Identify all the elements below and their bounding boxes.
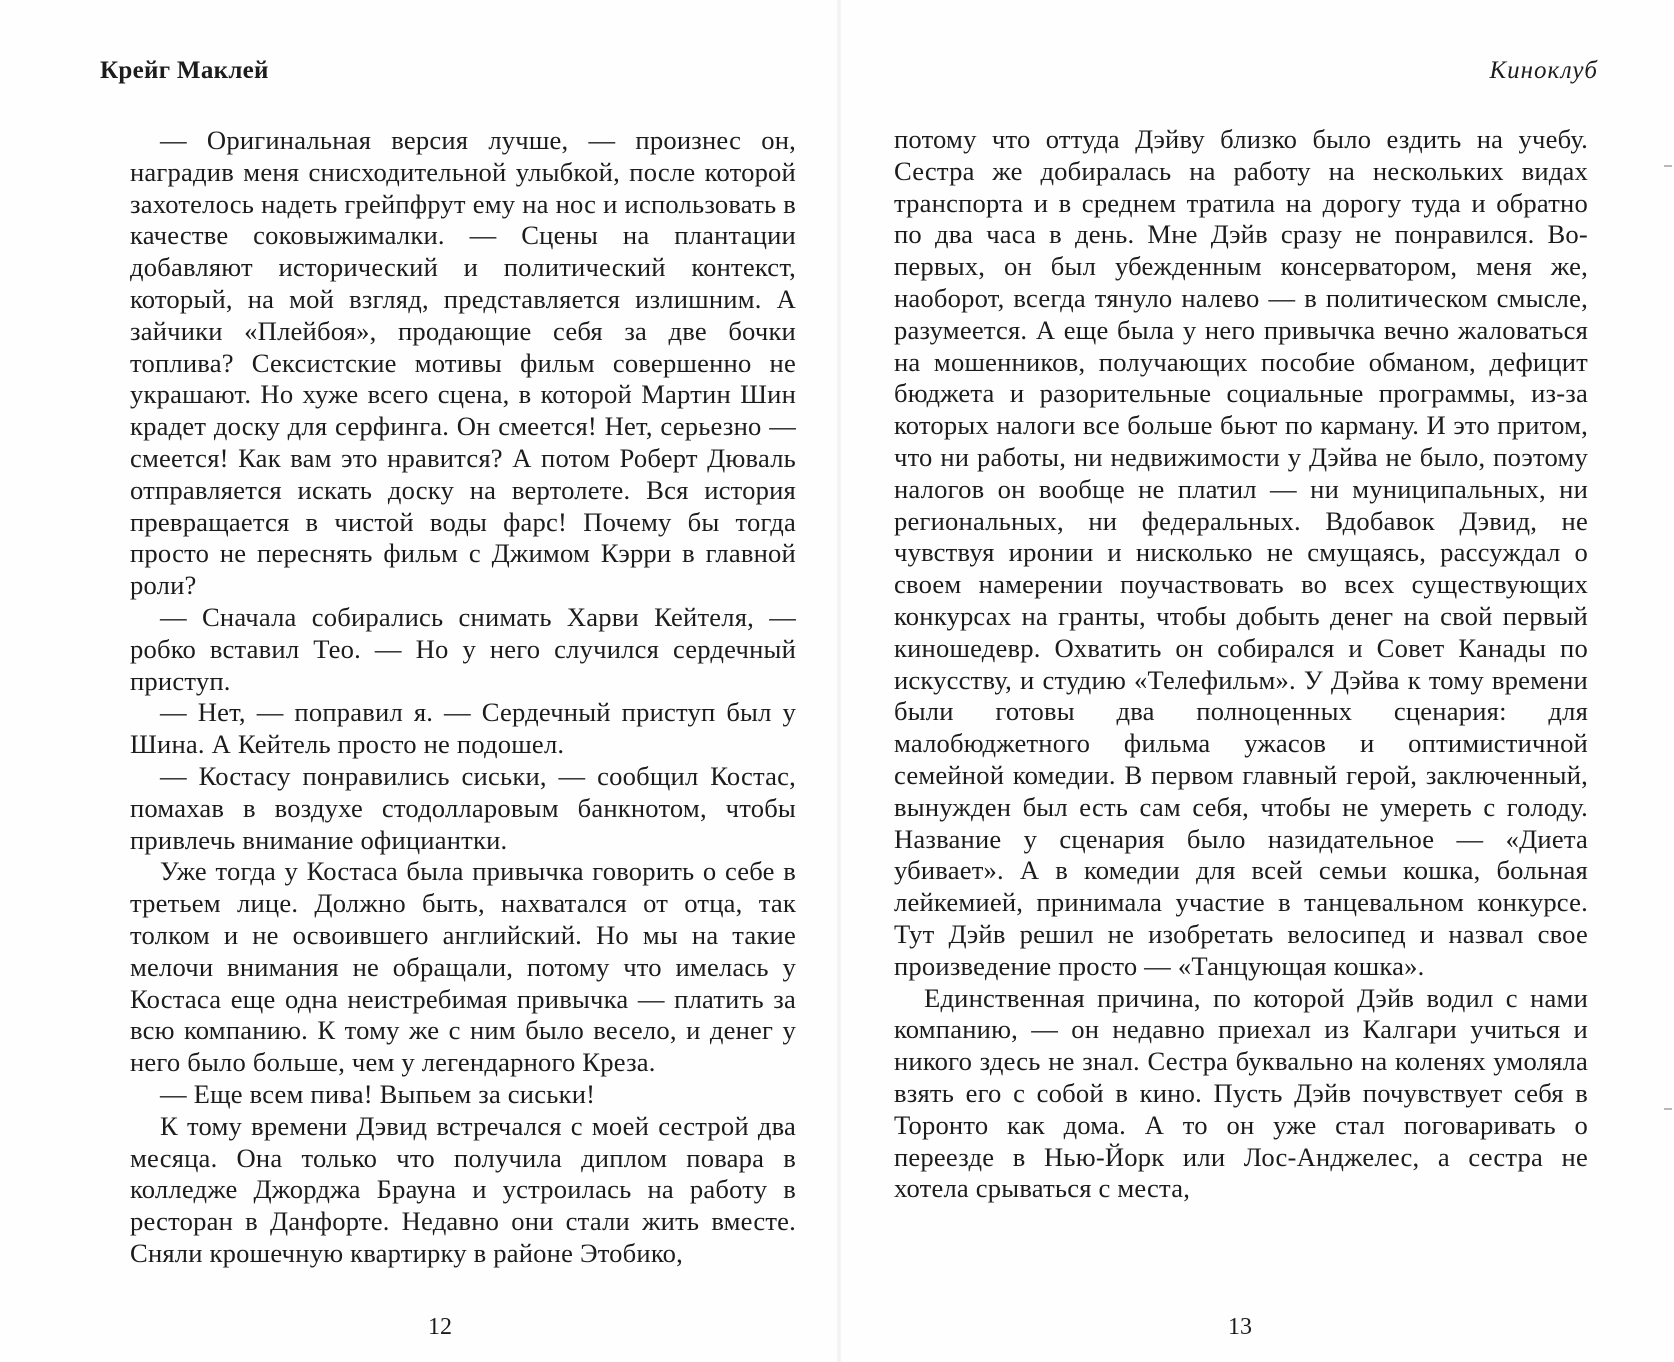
running-head-author: Крейг Маклей: [100, 57, 269, 84]
running-head-title: Киноклуб: [1489, 57, 1598, 84]
page-edge-mark: [1664, 165, 1672, 167]
right-page-body: [894, 124, 1588, 1205]
paragraph: — Костасу понравились сиськи, — сообщил Костас, помахав в воздухе стодолларовым банкнотом, чтобы привлечь внимание официантки.: [130, 760, 796, 855]
page-number: 13: [1228, 1314, 1252, 1340]
paragraph: — Еще всем пива! Выпьем за сиськи!: [160, 1078, 596, 1109]
left-page-body: [130, 125, 796, 1270]
right-page: [842, 0, 1674, 1362]
paragraph: — Сначала собирались снимать Харви Кейтеля, — робко вставил Тео. — Но у него случился сердечный приступ.: [130, 601, 796, 696]
left-page: [0, 0, 836, 1362]
paragraph: Уже тогда у Костаса была привычка говорить о себе в третьем лице. Должно быть, нахватался от отца, так толком и не освоившего английский. Но мы на такие мелочи внимания не обращали, потому что имелась у Костаса еще одна неистребимая привычка — платить за всю компанию. К тому же с ним было весело, и денег у него было больше, чем у легендарного Креза.: [130, 856, 796, 1078]
paragraph: — Оригинальная версия лучше, — произнес он, наградив меня снисходительной улыбкой, после которой захотелось надеть грейпфрут ему на нос и использовать в качестве соковыжималки. — Сцены на плантации добавляют исторический и политический контекст, который, на мой взгляд, представляется излишним. А зайчики «Плейбоя», продающие себя за две бочки топлива? Сексистские мотивы фильм совершенно не украшают. Но хуже всего сцена, в которой Мартин Шин крадет доску для серфинга. Он смеется! Нет, серьезно — смеется! Как вам это нравится? А потом Роберт Дюваль отправляется искать доску на вертолете. Вся история превращается в чистой воды фарс! Почему бы тогда просто не переснять фильм с Джимом Кэрри в главной роли?: [130, 125, 796, 601]
paragraph: К тому времени Дэвид встречался с моей сестрой два месяца. Она только что получила диплом повара в колледже Джорджа Брауна и устроилась на работу в ресторан в Данфорте. Недавно они стали жить вместе. Сняли крошечную квартирку в районе Этобико,: [130, 1110, 796, 1268]
paragraph: Единственная причина, по которой Дэйв водил с нами компанию, — он недавно приехал из Калгари учиться и никого здесь не знал. Сестра буквально на коленях умоляла взять его с собой в кино. Пусть Дэйв почувствует себя в Торонто как дома. А то он уже стал поговаривать о переезде в Нью-Йорк или Лос-Анджелес, а сестра не хотела срываться с места,: [894, 982, 1588, 1204]
page-edge-mark: [1664, 1108, 1672, 1110]
paragraph: — Нет, — поправил я. — Сердечный приступ был у Шина. А Кейтель просто не подошел.: [130, 697, 796, 760]
paragraph-continued: потому что оттуда Дэйву близко было ездить на учебу. Сестра же добиралась на работу на нескольких видах транспорта и в среднем тратила на дорогу туда и обратно по два часа в день. Мне Дэйв сразу не понравился. Во-первых, он был убежденным консерватором, меня же, наоборот, всегда тянуло налево — в политическом смысле, разумеется. А еще была у него привычка вечно жаловаться на мошенников, получающих пособие обманом, дефицит бюджета и разорительные социальные программы, из-за которых налоги все больше бьют по карману. И это притом, что ни работы, ни недвижимости у Дэйва не было, поэтому налогов он вообще не платил — ни муниципальных, ни региональных, ни федеральных. Вдобавок Дэвид, не чувствуя иронии и нисколько не смущаясь, рассуждал о своем намерении поучаствовать во всех существующих конкурсах на гранты, чтобы добыть денег на свой первый киношедевр. Охватить он собирался и Совет Канады по искусству, и студию «Телефильм». У Дэйва к тому времени были готовы два полноценных сценария: для малобюджетного фильма ужасов и оптимистичной семейной комедии. В первом главный герой, заключенный, вынужден был есть сам себя, чтобы не умереть с голоду. Название у сценария было назидательное — «Диета убивает». А в комедии для всей семьи кошка, больная лейкемией, принимала участие в танцевальном конкурсе. Тут Дэйв решил не изобретать велосипед и назвал свое произведение просто — «Танцующая кошка».: [894, 124, 1588, 981]
page-number: 12: [428, 1314, 452, 1340]
